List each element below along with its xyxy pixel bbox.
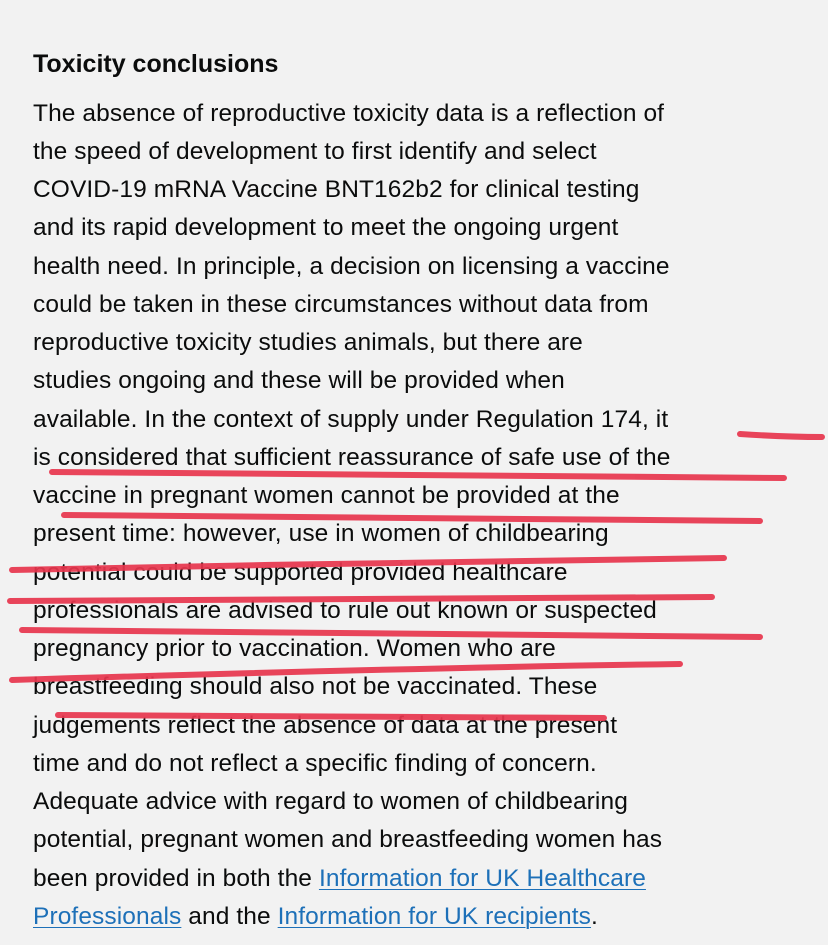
body-line: COVID-19 mRNA Vaccine BNT162b2 for clinical testing <box>33 176 640 203</box>
link-uk-recipients[interactable]: Information for UK recipients <box>277 903 592 930</box>
link-healthcare-professionals-part1[interactable]: Information for UK Healthcare <box>318 865 646 892</box>
body-line: present time: however, use in women of childbearing <box>33 520 609 547</box>
body-line: health need. In principle, a decision on licensing a vaccine <box>33 253 670 280</box>
body-line: is considered that sufficient reassurance of safe use of the <box>33 444 671 471</box>
body-line-links <box>33 865 646 893</box>
body-line: studies ongoing and these will be provided when <box>33 367 565 394</box>
body-line: potential, pregnant women and breastfeeding women has <box>33 826 663 853</box>
body-line: available. In the context of supply under Regulation 174, it <box>33 406 669 433</box>
body-line: time and do not reflect a specific finding of concern. <box>33 750 597 777</box>
body-line: vaccine in pregnant women cannot be provided at the <box>33 482 620 509</box>
body-line: The absence of reproductive toxicity data is a reflection of <box>33 100 665 127</box>
body-line-links <box>33 903 598 931</box>
body-line: potential could be supported provided healthcare <box>33 559 568 586</box>
body-line: reproductive toxicity studies animals, but there are <box>33 329 583 356</box>
body-line: pregnancy prior to vaccination. Women who are <box>33 635 556 662</box>
body-line: could be taken in these circumstances without data from <box>33 291 649 318</box>
body-line: the speed of development to first identify and select <box>33 138 597 165</box>
body-line: breastfeeding should also not be vaccinated. These <box>33 673 598 700</box>
body-text: been provided in both the <box>33 865 319 892</box>
body-text: and the <box>181 903 278 930</box>
link-healthcare-professionals-part2[interactable]: Professionals <box>33 903 182 930</box>
body-line: Adequate advice with regard to women of childbearing <box>33 788 628 815</box>
body-text: . <box>591 903 598 930</box>
body-line: and its rapid development to meet the ongoing urgent <box>33 214 619 241</box>
body-line: judgements reflect the absence of data at the present <box>33 712 618 739</box>
body-line: professionals are advised to rule out known or suspected <box>33 597 657 624</box>
section-heading: Toxicity conclusions <box>33 50 279 78</box>
